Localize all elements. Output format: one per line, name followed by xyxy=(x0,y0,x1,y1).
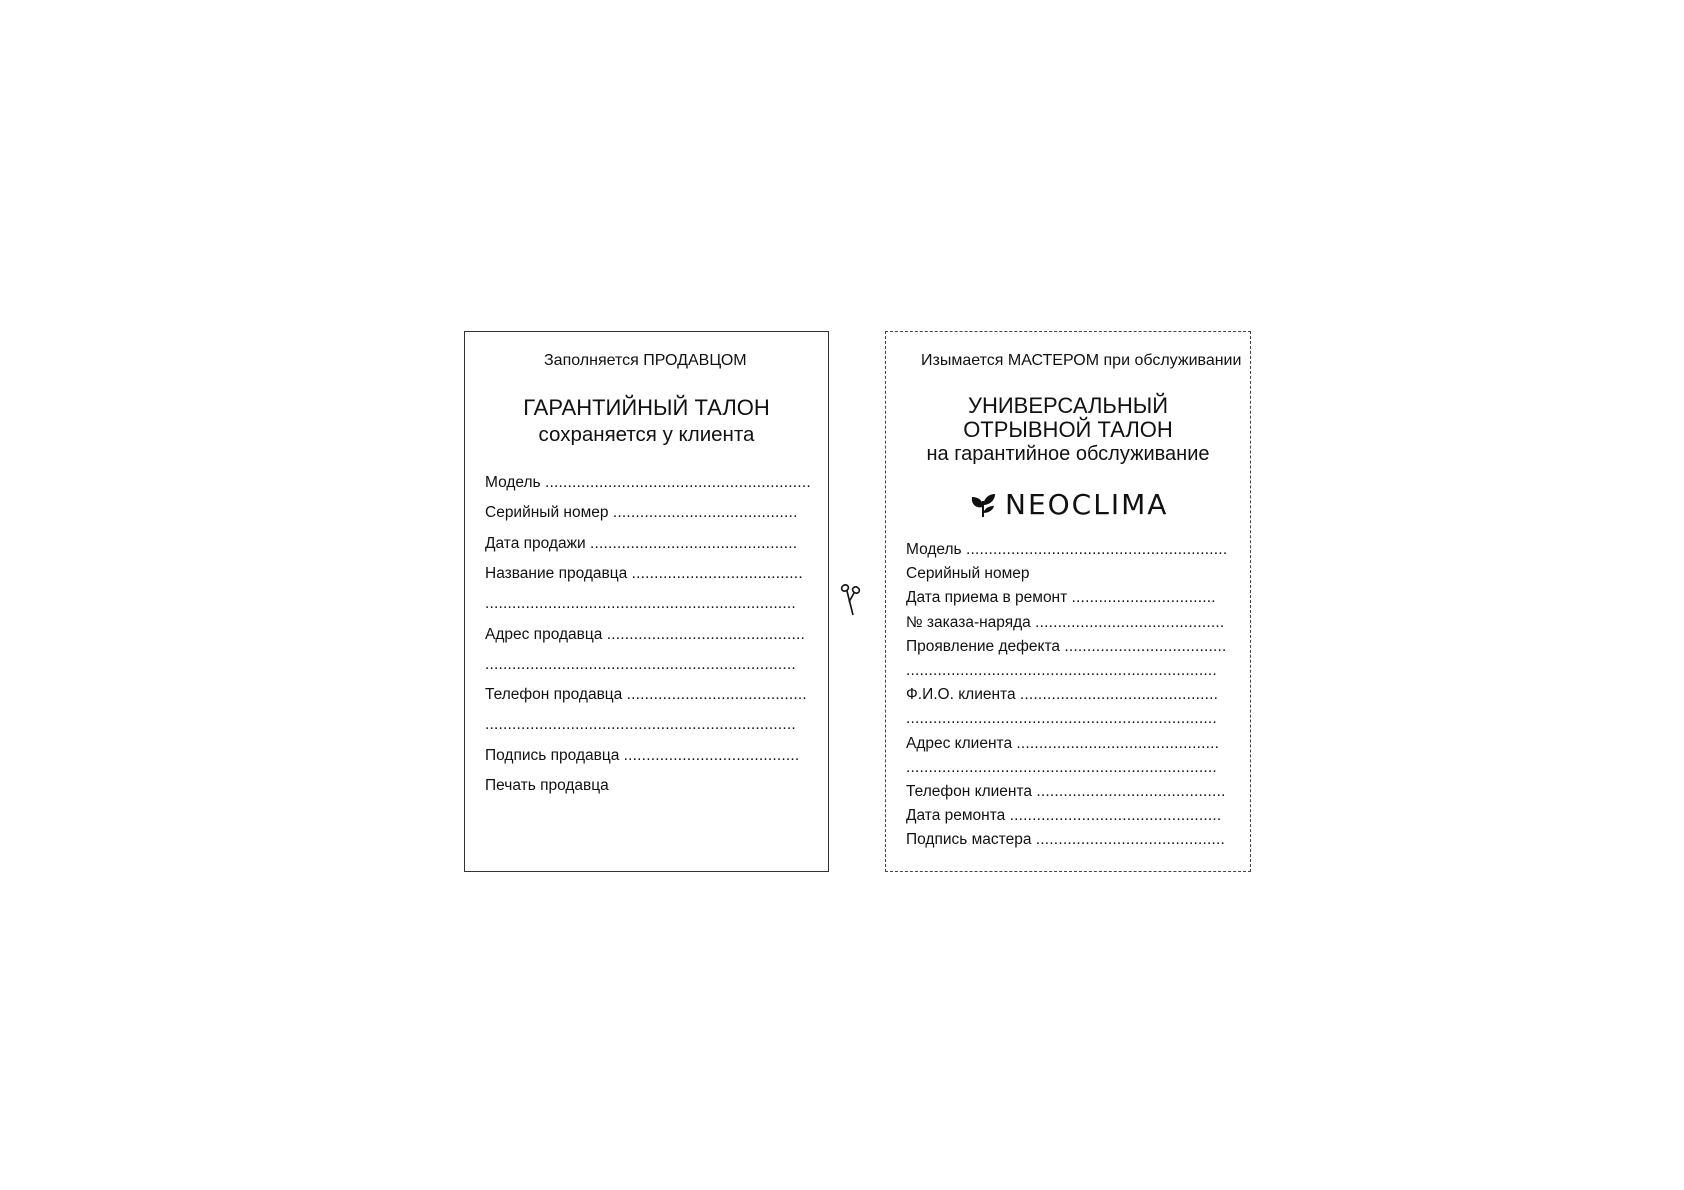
form-field-row xyxy=(906,662,1217,680)
service-header: Изымается МАСТЕРОМ при обслуживании xyxy=(921,352,1242,369)
fill-in-line[interactable]: ..................................................................... xyxy=(485,716,796,734)
coupon-subtitle: на гарантийное обслуживание xyxy=(926,443,1210,465)
fill-in-line[interactable]: ................................ xyxy=(1071,589,1216,607)
form-field-row xyxy=(906,831,1225,849)
fill-in-line[interactable]: ............................................ xyxy=(1019,686,1219,704)
form-field-row xyxy=(906,614,1224,632)
fill-in-line[interactable]: ....................................... xyxy=(623,746,800,764)
fill-in-line[interactable]: ..................................................................... xyxy=(485,595,796,613)
fill-in-line[interactable]: ........................................ xyxy=(626,686,807,704)
field-label: Дата продажи xyxy=(485,534,586,552)
coupon-title-line1: УНИВЕРСАЛЬНЫЙ xyxy=(967,393,1169,418)
form-field-row xyxy=(485,656,796,674)
form-field-row xyxy=(485,716,796,734)
field-label: Модель xyxy=(485,474,541,491)
coupon-title-line2: ОТРЫВНОЙ ТАЛОН xyxy=(963,417,1173,442)
field-label: Модель xyxy=(906,541,962,558)
field-label: Телефон продавца xyxy=(485,686,623,704)
field-label: Дата приема в ремонт xyxy=(906,589,1068,607)
field-label: Дата ремонта xyxy=(906,807,1006,825)
fill-in-line[interactable]: ........................................................... xyxy=(544,474,811,491)
form-field-row xyxy=(485,474,811,492)
form-field-row xyxy=(485,777,609,795)
fill-in-line[interactable]: ............................................ xyxy=(606,625,805,643)
fill-in-line[interactable]: ..................................................................... xyxy=(906,710,1217,728)
field-label: Серийный номер xyxy=(485,504,609,522)
neoclima-logo xyxy=(969,488,1168,521)
fill-in-line[interactable]: ......................................... xyxy=(612,504,798,522)
fill-in-line[interactable]: ...................................... xyxy=(631,564,803,582)
field-label: Серийный номер xyxy=(906,565,1030,583)
form-field-row xyxy=(485,504,798,522)
fill-in-line[interactable]: ............................................... xyxy=(1009,807,1222,825)
fill-in-line[interactable]: .......................................... xyxy=(1035,613,1225,631)
form-field-row xyxy=(906,565,1030,583)
scissors-icon xyxy=(839,582,863,618)
field-label: Проявление дефекта xyxy=(906,637,1061,655)
field-label: Ф.И.О. клиента xyxy=(906,686,1016,704)
form-field-row xyxy=(906,735,1219,753)
fill-in-line[interactable]: .................................... xyxy=(1064,637,1227,655)
fill-in-line[interactable]: .......................................... xyxy=(1035,831,1226,849)
form-field-row xyxy=(906,541,1227,559)
fill-in-line[interactable]: ..................................................................... xyxy=(906,758,1217,776)
form-field-row xyxy=(906,686,1218,704)
field-label: Подпись продавца xyxy=(485,746,620,764)
form-field-row xyxy=(906,807,1221,825)
form-field-row xyxy=(485,595,796,613)
field-label: Название продавца xyxy=(485,564,628,582)
field-label: Адрес клиента xyxy=(906,734,1013,752)
form-field-row xyxy=(906,710,1217,728)
form-field-row xyxy=(906,589,1216,607)
form-field-row xyxy=(906,783,1226,801)
form-field-row xyxy=(485,565,803,583)
form-field-row xyxy=(485,686,807,704)
field-label: № заказа-наряда xyxy=(906,613,1031,631)
form-field-row xyxy=(906,638,1227,656)
seller-header: Заполняется ПРОДАВЦОМ xyxy=(544,352,747,369)
field-label: Телефон клиента xyxy=(906,783,1032,800)
logo-wordmark: NEOCLIMA xyxy=(1005,488,1169,521)
leaf-icon xyxy=(969,491,999,519)
fill-in-line[interactable]: .............................................. xyxy=(589,534,798,552)
card-subtitle: сохраняется у клиента xyxy=(538,423,755,446)
field-label: Подпись мастера xyxy=(906,831,1032,849)
form-field-row xyxy=(485,535,797,553)
fill-in-line[interactable]: ..................................................................... xyxy=(906,662,1217,679)
form-field-row xyxy=(485,626,805,644)
fill-in-line[interactable]: ..................................................................... xyxy=(485,655,796,673)
form-field-row xyxy=(485,747,799,765)
field-label: Адрес продавца xyxy=(485,625,603,643)
warranty-card-seller xyxy=(464,331,829,872)
fill-in-line[interactable]: ............................................. xyxy=(1016,734,1220,752)
field-label: Печать продавца xyxy=(485,777,609,794)
fill-in-line[interactable]: .......................................................... xyxy=(965,541,1228,558)
warranty-coupon-service xyxy=(885,331,1251,872)
fill-in-line[interactable]: .......................................... xyxy=(1036,783,1226,800)
card-title: ГАРАНТИЙНЫЙ ТАЛОН xyxy=(523,395,770,420)
form-field-row xyxy=(906,759,1217,777)
